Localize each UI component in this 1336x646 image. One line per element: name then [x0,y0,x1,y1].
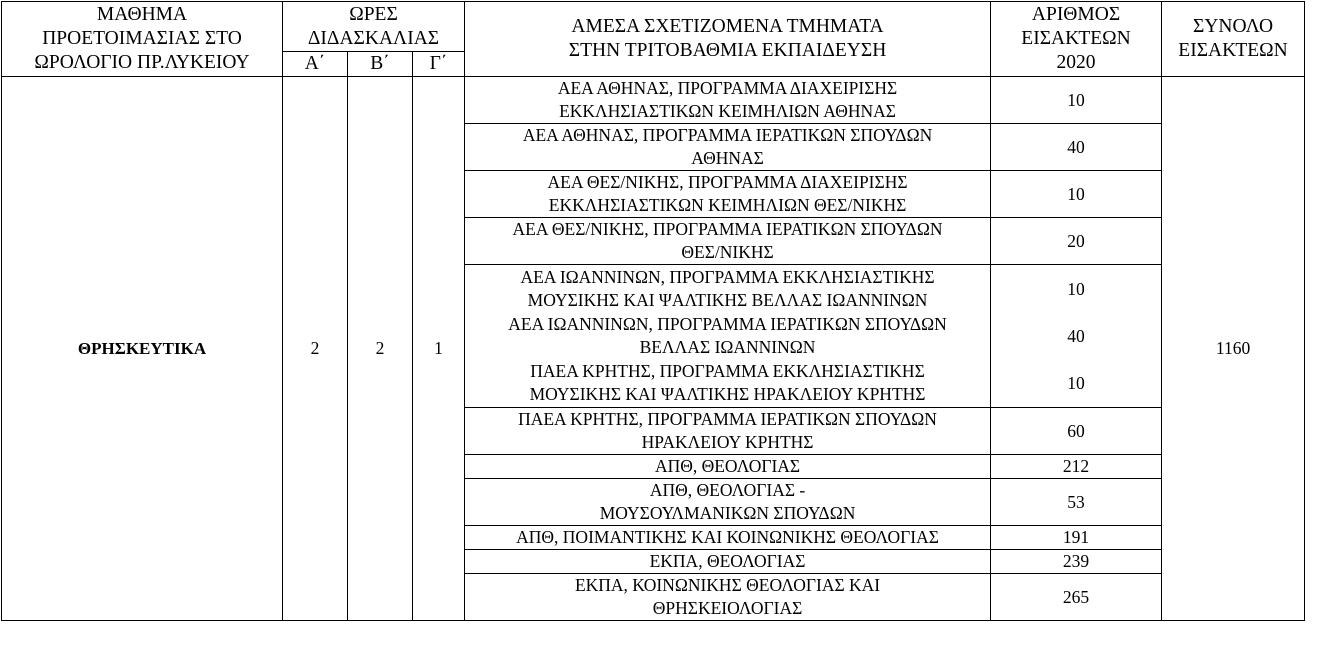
department-cell-group [465,265,991,408]
admissions-table [1,1,1305,621]
department-cell [465,455,991,479]
header-total-line: ΣΥΝΟΛΟ [1192,16,1274,37]
department-line: ΘΡΗΣΚΕΙΟΛΟΓΙΑΣ [652,598,803,618]
department-line: ΜΟΥΣΟΥΛΜΑΝΙΚΩΝ ΣΠΟΥΔΩΝ [599,503,856,523]
admitted-cell: 20 [991,218,1162,265]
department-line: ΑΕΑ ΑΘΗΝΑΣ, ΠΡΟΓΡΑΜΜΑ ΙΕΡΑΤΙΚΩΝ ΣΠΟΥΔΩΝ [522,125,933,145]
department-line: ΜΟΥΣΙΚΗΣ ΚΑΙ ΨΑΛΤΙΚΗΣ ΒΕΛΛΑΣ ΙΩΑΝΝΙΝΩΝ [527,290,928,310]
department-cell [465,408,991,455]
department-line: ΑΕΑ ΑΘΗΝΑΣ, ΠΡΟΓΡΑΜΜΑ ΔΙΑΧΕΙΡΙΣΗΣ [557,78,898,98]
department-line: ΘΕΣ/ΝΙΚΗΣ [681,242,774,262]
header-hours-line: ΩΡΕΣ [349,4,398,25]
admitted-cell: 265 [991,574,1162,621]
admitted-cell: 10 [991,171,1162,218]
admitted-cell: 212 [991,455,1162,479]
department-line: ΠΑΕΑ ΚΡΗΤΗΣ, ΠΡΟΓΡΑΜΜΑ ΕΚΚΛΗΣΙΑΣΤΙΚΗΣ [530,361,925,381]
subject-name: ΘΡΗΣΚΕΥΤΙΚΑ [2,77,283,621]
admitted-cell: 60 [991,408,1162,455]
department-cell [465,77,991,124]
department-cell [465,574,991,621]
hours-grade-b: 2 [348,77,413,621]
department-cell [465,124,991,171]
department-line: ΑΠΘ, ΘΕΟΛΟΓΙΑΣ - [649,480,806,500]
department-subitem [465,266,990,313]
department-line: ΕΚΚΛΗΣΙΑΣΤΙΚΩΝ ΚΕΙΜΗΛΙΩΝ ΘΕΣ/ΝΙΚΗΣ [548,195,907,215]
header-hours [283,2,465,52]
header-admitted-2020 [991,2,1162,77]
department-line: ΜΟΥΣΙΚΗΣ ΚΑΙ ΨΑΛΤΙΚΗΣ ΗΡΑΚΛΕΙΟΥ ΚΡΗΤΗΣ [529,384,926,404]
header-subject-line: ΩΡΟΛΟΓΙΟ ΠΡ.ΛΥΚΕΙΟΥ [34,52,250,73]
department-line: ΑΘΗΝΑΣ [691,148,764,168]
department-line: ΑΕΑ ΙΩΑΝΝΙΝΩΝ, ΠΡΟΓΡΑΜΜΑ ΕΚΚΛΗΣΙΑΣΤΙΚΗΣ [520,267,935,287]
total-admitted: 1160 [1162,77,1305,621]
department-cell [465,218,991,265]
department-line: ΑΕΑ ΘΕΣ/ΝΙΚΗΣ, ΠΡΟΓΡΑΜΜΑ ΔΙΑΧΕΙΡΙΣΗΣ [547,172,908,192]
header-admitted-line: ΕΙΣΑΚΤΕΩΝ [1021,28,1131,49]
department-line: ΠΑΕΑ ΚΡΗΤΗΣ, ΠΡΟΓΡΑΜΜΑ ΙΕΡΑΤΙΚΩΝ ΣΠΟΥΔΩΝ [518,409,937,429]
department-line: ΕΚΠΑ, ΚΟΙΝΩΝΙΚΗΣ ΘΕΟΛΟΓΙΑΣ ΚΑΙ [574,575,881,595]
admitted-subitem: 10 [1067,278,1085,299]
department-cell [465,171,991,218]
department-line: ΑΕΑ ΘΕΣ/ΝΙΚΗΣ, ΠΡΟΓΡΑΜΜΑ ΙΕΡΑΤΙΚΩΝ ΣΠΟΥΔΩΝ [512,219,943,239]
header-hours-line: ΔΙΔΑΣΚΑΛΙΑΣ [307,28,440,49]
department-line: ΕΚΚΛΗΣΙΑΣΤΙΚΩΝ ΚΕΙΜΗΛΙΩΝ ΑΘΗΝΑΣ [559,101,896,121]
header-departments-line: ΑΜΕΣΑ ΣΧΕΤΙΖΟΜΕΝΑ ΤΜΗΜΑΤΑ [571,16,884,37]
department-subitem [465,360,990,407]
header-grade-a: Α΄ [283,52,348,77]
department-subitem [465,313,990,360]
header-subject-line: ΜΑΘΗΜΑ [96,4,188,25]
admitted-cell: 191 [991,526,1162,550]
header-admitted-line: 2020 [1056,52,1096,73]
header-departments-line: ΣΤΗΝ ΤΡΙΤΟΒΑΘΜΙΑ ΕΚΠΑΙΔΕΥΣΗ [568,40,887,61]
header-admitted-line: ΑΡΙΘΜΟΣ [1031,4,1121,25]
department-line: ΑΕΑ ΙΩΑΝΝΙΝΩΝ, ΠΡΟΓΡΑΜΜΑ ΙΕΡΑΤΙΚΩΝ ΣΠΟΥΔΩΝ [508,314,947,334]
admitted-cell: 53 [991,479,1162,526]
header-grade-b: Β΄ [348,52,413,77]
department-cell [465,479,991,526]
department-line: ΑΠΘ, ΘΕΟΛΟΓΙΑΣ [654,456,801,476]
hours-grade-a: 2 [283,77,348,621]
department-line: ΒΕΛΛΑΣ ΙΩΑΝΝΙΝΩΝ [639,337,816,357]
admitted-cell: 10 [991,77,1162,124]
header-departments [465,2,991,77]
admitted-cell: 40 [991,124,1162,171]
header-total-admitted [1162,2,1305,77]
admitted-subitem: 10 [1067,372,1085,393]
admitted-cell: 239 [991,550,1162,574]
header-grade-c: Γ΄ [413,52,465,77]
department-line: ΕΚΠΑ, ΘΕΟΛΟΓΙΑΣ [649,551,806,571]
admitted-cell-group [991,265,1162,408]
header-subject-line: ΠΡΟΕΤΟΙΜΑΣΙΑΣ ΣΤΟ [42,28,242,49]
department-cell [465,550,991,574]
department-line: ΑΠΘ, ΠΟΙΜΑΝΤΙΚΗΣ ΚΑΙ ΚΟΙΝΩΝΙΚΗΣ ΘΕΟΛΟΓΙΑΣ [516,527,939,547]
hours-grade-c: 1 [413,77,465,621]
table-row [2,77,1305,124]
department-line: ΗΡΑΚΛΕΙΟΥ ΚΡΗΤΗΣ [641,432,814,452]
department-cell [465,526,991,550]
admitted-subitem: 40 [1067,325,1085,346]
header-total-line: ΕΙΣΑΚΤΕΩΝ [1178,40,1288,61]
header-subject [2,2,283,77]
